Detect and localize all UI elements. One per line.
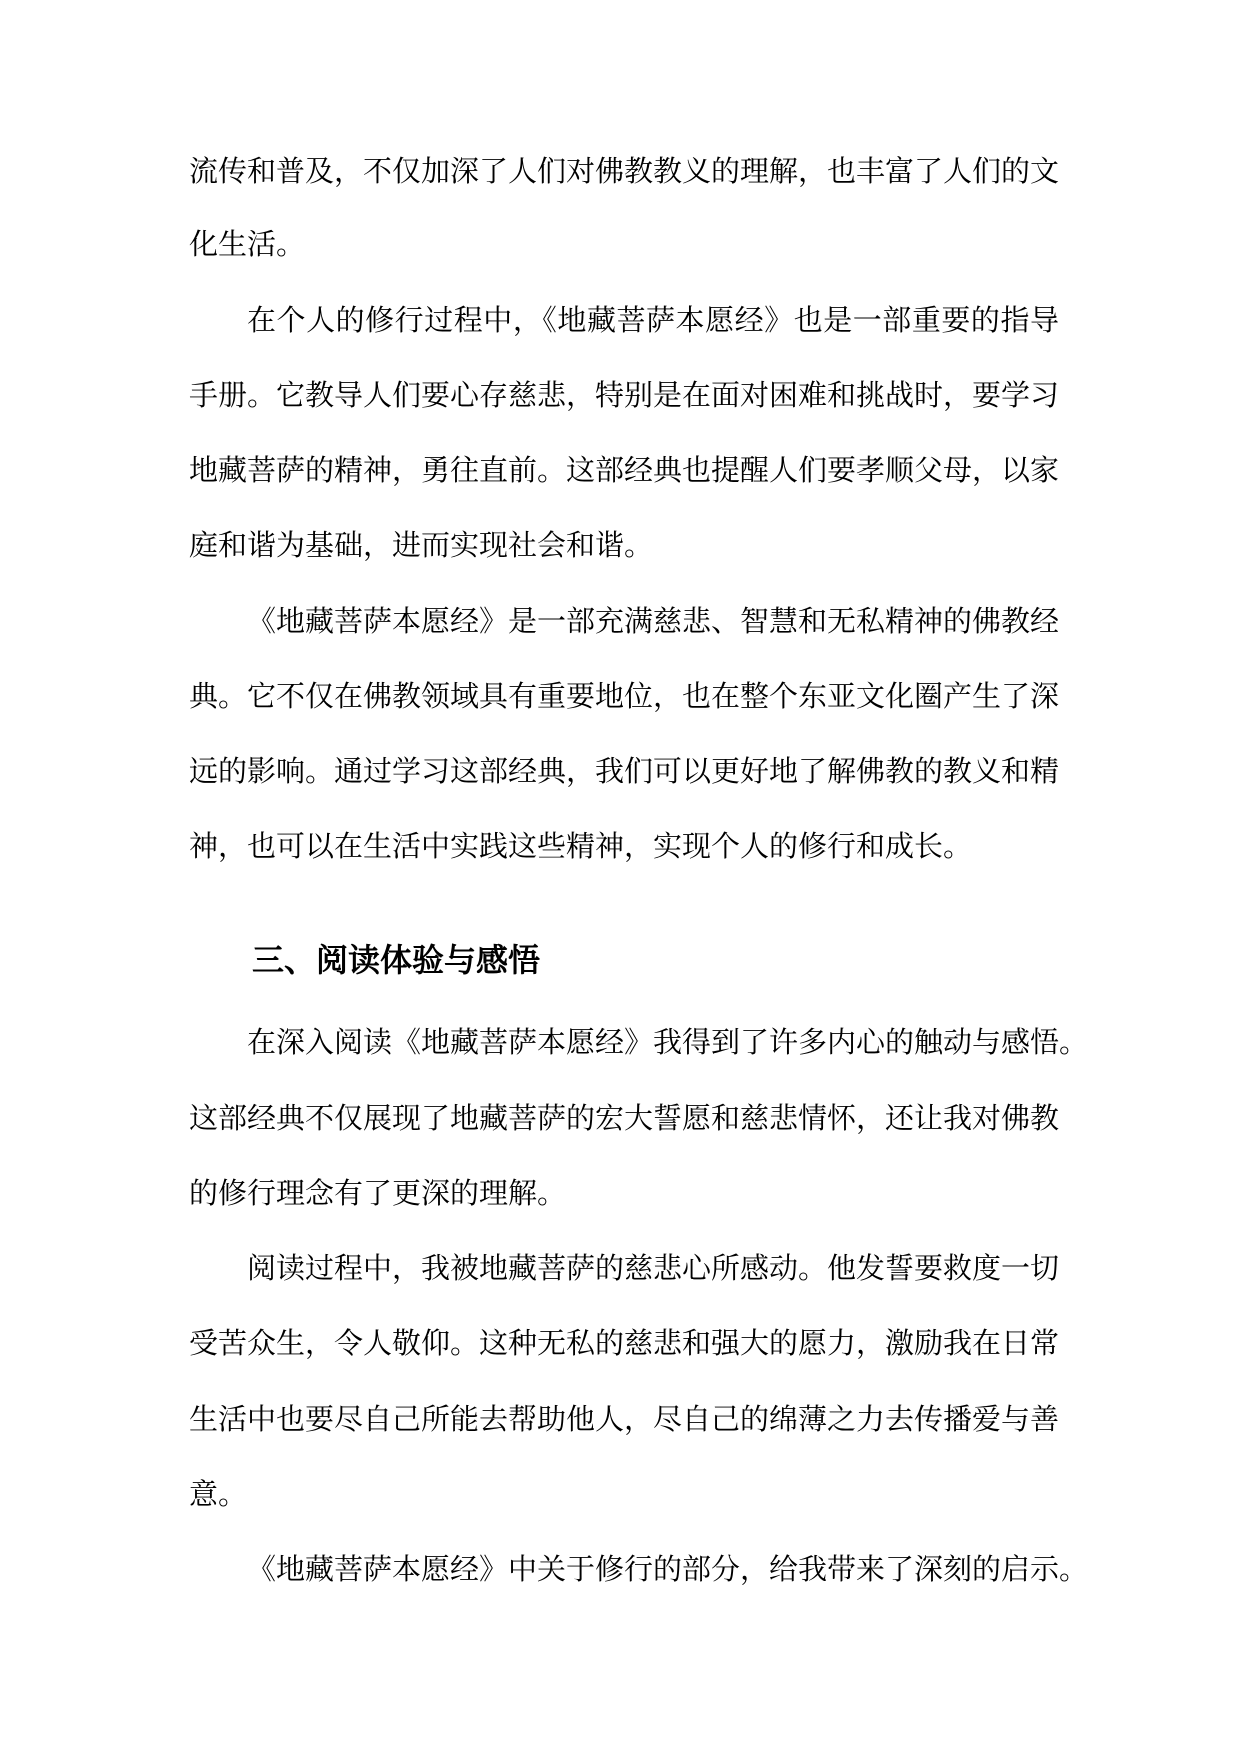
paragraph-line: 地藏菩萨的精神，勇往直前。这部经典也提醒人们要孝顺父母，以家	[189, 453, 1060, 487]
paragraph-line: 的修行理念有了更深的理解。	[189, 1176, 567, 1210]
paragraph-line: 《地藏菩萨本愿经》中关于修行的部分，给我带来了深刻的启示。	[247, 1552, 1089, 1586]
paragraph-line: 神，也可以在生活中实践这些精神，实现个人的修行和成长。	[189, 829, 973, 863]
paragraph-line: 在个人的修行过程中，《地藏菩萨本愿经》也是一部重要的指导	[247, 303, 1059, 337]
section-heading: 三、阅读体验与感悟	[252, 941, 541, 979]
paragraph-line: 意。	[189, 1477, 248, 1511]
paragraph-line: 典。它不仅在佛教领域具有重要地位，也在整个东亚文化圈产生了深	[189, 679, 1060, 713]
paragraph-line: 远的影响。通过学习这部经典，我们可以更好地了解佛教的教义和精	[189, 754, 1060, 788]
paragraph-line: 化生活。	[189, 227, 306, 261]
paragraph-line: 手册。它教导人们要心存慈悲，特别是在面对困难和挑战时，要学习	[189, 378, 1060, 412]
paragraph-line: 阅读过程中，我被地藏菩萨的慈悲心所感动。他发誓要救度一切	[247, 1251, 1060, 1285]
paragraph-line: 生活中也要尽自己所能去帮助他人，尽自己的绵薄之力去传播爱与善	[189, 1402, 1060, 1436]
paragraph-line: 《地藏菩萨本愿经》是一部充满慈悲、智慧和无私精神的佛教经	[247, 604, 1060, 638]
paragraph-line: 这部经典不仅展现了地藏菩萨的宏大誓愿和慈悲情怀，还让我对佛教	[189, 1101, 1060, 1135]
paragraph-line: 庭和谐为基础，进而实现社会和谐。	[189, 528, 654, 562]
paragraph-line: 在深入阅读《地藏菩萨本愿经》我得到了许多内心的触动与感悟。	[247, 1025, 1089, 1059]
paragraph-line: 流传和普及，不仅加深了人们对佛教教义的理解，也丰富了人们的文	[189, 154, 1060, 188]
paragraph-line: 受苦众生，令人敬仰。这种无私的慈悲和强大的愿力，激励我在日常	[189, 1326, 1060, 1360]
